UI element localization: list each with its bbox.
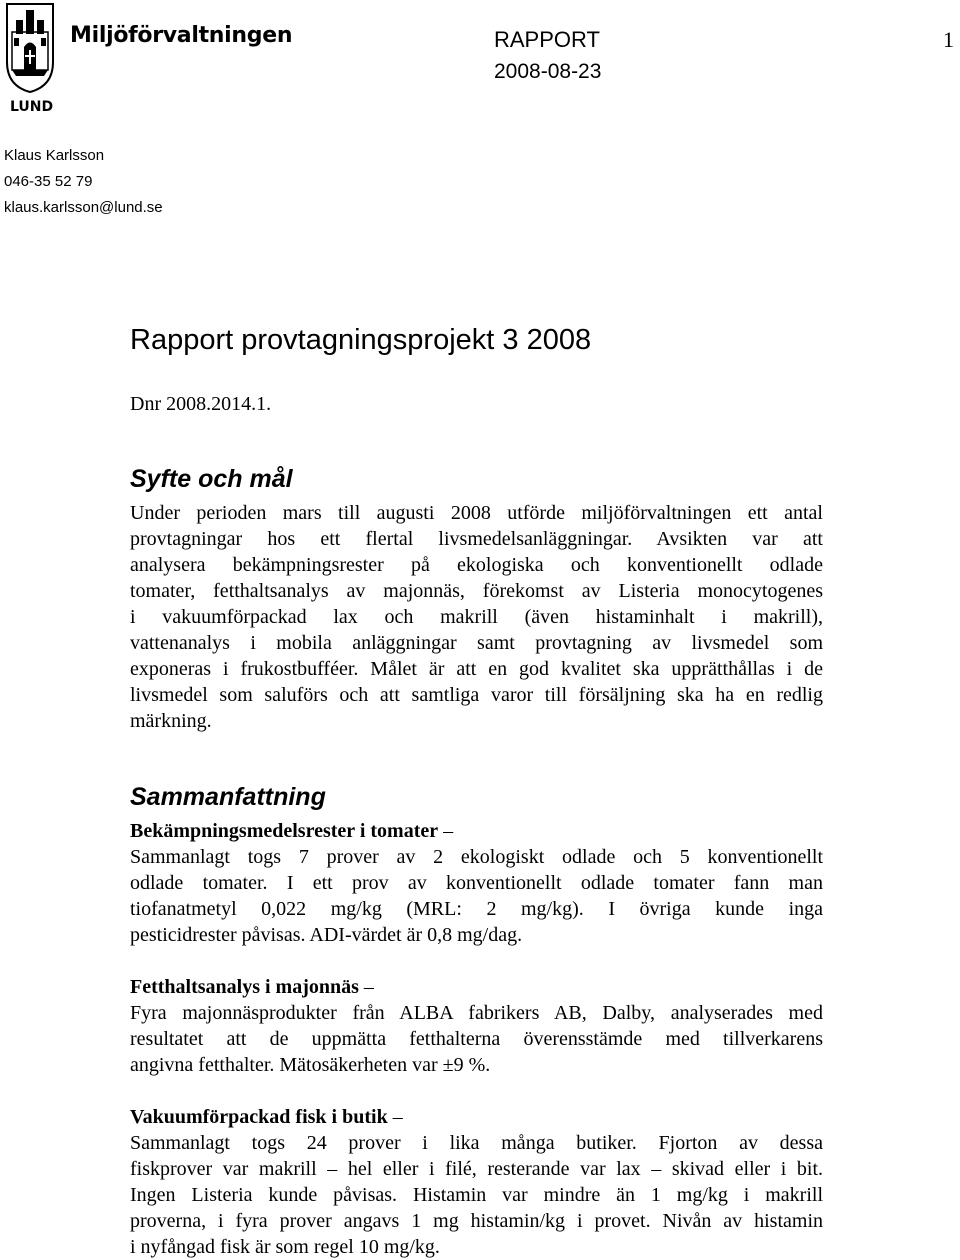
subsection-title: Vakuumförpackad fisk i butik — [130, 1106, 388, 1128]
text-line: provtagningar hos ett flertal livsmedelsanläggningar. Avsikten var att — [130, 528, 823, 550]
lund-logo — [4, 2, 56, 115]
dash: – — [392, 1106, 403, 1128]
subsection-title-line — [130, 974, 823, 1000]
text-line: resultatet att de uppmätta fetthalterna överensstämde med tillverkarens — [130, 1028, 823, 1050]
text-line: Sammanlagt togs 24 prover i lika många butiker. Fjorton av dessa — [130, 1132, 823, 1154]
page-number: 1 — [943, 27, 954, 52]
text-line: livsmedel som saluförs och att samtliga varor till försäljning ska ha en redlig — [130, 684, 823, 706]
subsection-fisk — [130, 1104, 823, 1260]
contact-name: Klaus Karlsson — [4, 147, 105, 164]
subsection-tomater — [130, 818, 823, 948]
report-title: Rapport provtagningsprojekt 3 2008 — [130, 324, 592, 356]
text-line: Under perioden mars till augusti 2008 utförde miljöförvaltningen ett antal — [130, 502, 823, 524]
contact-email: klaus.karlsson@lund.se — [4, 199, 163, 216]
text-line: odlade tomater. I ett prov av konventionellt odlade tomater fann man — [130, 872, 823, 894]
diary-number: Dnr 2008.2014.1. — [130, 393, 272, 415]
subsection-title-line — [130, 818, 823, 844]
text-line: Ingen Listeria kunde påvisas. Histamin var mindre än 1 mg/kg i makrill — [130, 1184, 823, 1206]
text-line: proverna, i fyra prover angavs 1 mg histamin/kg i provet. Nivån av histamin — [130, 1210, 823, 1232]
text-line: tomater, fetthaltsanalys av majonnäs, förekomst av Listeria monocytogenes — [130, 580, 823, 602]
coat-of-arms-icon — [4, 2, 56, 94]
subsection-title-line — [130, 1104, 823, 1130]
subsection-title: Fetthaltsanalys i majonnäs — [130, 976, 359, 998]
section-body-syfte — [130, 500, 823, 734]
section-heading-syfte: Syfte och mål — [130, 465, 293, 493]
subsection-title: Bekämpningsmedelsrester i tomater — [130, 820, 439, 842]
text-line: fiskprover var makrill – hel eller i filé, resterande var lax – skivad eller i bit. — [130, 1158, 823, 1180]
subsection-majonnas — [130, 974, 823, 1078]
text-line: vattenanalys i mobila anläggningar samt provtagning av livsmedel som — [130, 632, 823, 654]
text-line: Fyra majonnäsprodukter från ALBA fabrikers AB, Dalby, analyserades med — [130, 1002, 823, 1024]
dash: – — [363, 976, 374, 998]
text-line: exponeras i frukostbufféer. Målet är att en god kvalitet ska upprätthållas i de — [130, 658, 823, 680]
section-heading-sammanfattning: Sammanfattning — [130, 783, 326, 811]
logo-text: LUND — [10, 99, 54, 115]
text-line: analysera bekämpningsrester på ekologiska och konventionellt odlade — [130, 554, 823, 576]
text-line: märkning. — [130, 710, 212, 732]
organization-name: Miljöförvaltningen — [70, 23, 293, 48]
text-line: angivna fetthalter. Mätosäkerheten var ±9 %. — [130, 1054, 491, 1076]
text-line: i vakuumförpackad lax och makrill (även histaminhalt i makrill), — [130, 606, 823, 628]
text-line: pesticidrester påvisas. ADI-värdet är 0,8 mg/dag. — [130, 924, 523, 946]
document-date: 2008-08-23 — [494, 60, 602, 83]
text-line: tiofanatmetyl 0,022 mg/kg (MRL: 2 mg/kg). I övriga kunde inga — [130, 898, 823, 920]
text-line: Sammanlagt togs 7 prover av 2 ekologiskt odlade och 5 konventionellt — [130, 846, 823, 868]
text-line: i nyfångad fisk är som regel 10 mg/kg. — [130, 1236, 440, 1258]
document-type: RAPPORT — [494, 27, 600, 52]
contact-phone: 046-35 52 79 — [4, 173, 93, 190]
dash: – — [443, 820, 454, 842]
